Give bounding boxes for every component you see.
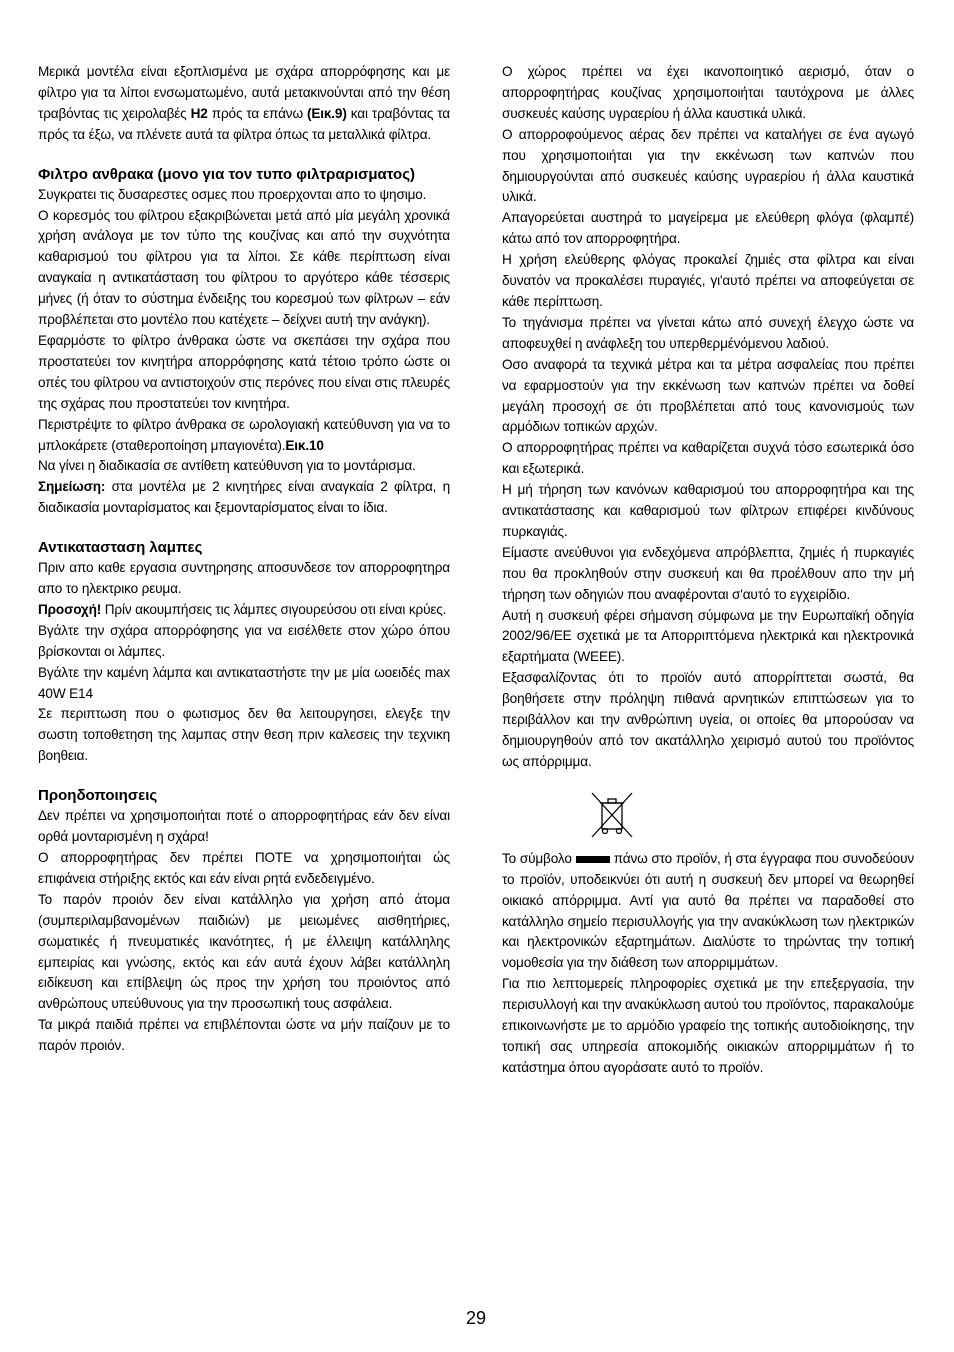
- intro-handle-ref: H2: [190, 105, 208, 121]
- right-p9: Είμαστε ανεύθυνοι για ενδεχόμενα απρόβλεπτα, ζημιές ή πυρκαγιές που θα προκληθούν στην συσκευή και θα προέλθουν απο την μή τήρηση των οδηγιών που αναφέρονται σ'αυτό το εγχειρίδιο.: [502, 544, 914, 602]
- lamps-caution: [38, 600, 450, 621]
- symbol-text: πάνω στο προϊόν, ή στα έγγραφα που συνοδεύουν το προϊόν, υποδεικνύει ότι αυτή η συσκευή δεν μπορεί να θεωρηθεί οικιακό απόρριμμα. Αντί για αυτό θα πρέπει να παραδοθεί στο κατάλληλο σημείο περισυλλογής για την ανακύκλωση των ηλεκτρικών και ηλεκτρονικών εξαρτημάτων. Διαλύστε το τηρώντας την τοπική νομοθεσία για την διάθεση των απορριμμάτων.: [502, 850, 915, 971]
- right-p11: Εξασφαλίζοντας ότι το προϊόν αυτό απορρίπτεται σωστά, θα βοηθήσετε στην πρόληψη πιθανά αρνητικών επιπτώσεων για το περιβάλλον και την ανθρώπινη υγεία, οι οποίες θα μπορούσαν να δημιουργηθούν από τον ακατάλληλο χειρισμό αυτού του προϊόντος ως απόρριμμα.: [502, 670, 914, 769]
- carbon-p1: Συγκρατει τις δυσαρεστες οσμες που προερχονται απο το ψησιμο.: [38, 186, 427, 202]
- lamps-p3: Βγάλτε την σχάρα απορρόφησης για να εισέλθετε στον χώρο όπου βρίσκονται οι λάμπες.: [38, 622, 450, 659]
- right-p3: Απαγορεύεται αυστηρά το μαγείρεμα με ελεύθερη φλόγα (φλαμπέ) κάτω από τον απορροφητήρα.: [502, 210, 914, 247]
- intro-text: Μερικά μοντέλα είναι εξοπλισμένα με σχάρα απορρόφησης και με φίλτρο για τα λίποι ενσωματωμένο, αυτά μετακινούνται από την θέση τραβόντας τις χειρολαβές: [38, 64, 450, 121]
- right-column: [502, 62, 914, 1079]
- carbon-figure-ref: Εικ.10: [285, 437, 324, 453]
- right-p8: Η μή τήρηση των κανόνων καθαρισμού του απορροφητήρα και της αντικατάστασης και καθαρισμού των φίλτρων επιφέρει κινδύνους πυρκαγιάς.: [502, 482, 914, 539]
- right-p4: Η χρήση ελεύθερης φλόγας προκαλεί ζημιές στα φίλτρα και είναι δυνατόν να προκαλέσει πυραγιές, γι'αυτό πρέπει να αποφεύγεται σε κάθε περίπτωση.: [502, 252, 914, 309]
- left-column: [38, 62, 450, 1057]
- intro-paragraph: [38, 62, 450, 146]
- warnings-p3: Το παρόν προιόν δεν είναι κατάλληλο για χρήση από άτομα (συμπεριλαμβανομένων παιδιών) με μειωμένες αισθητήριες, σωματικές ή πνευματικές ικανότητες, ή με έλλειψη κατάλληλης εμπειρίας και γνώσης, εκτός και εάν αυτά έχουν λάβει κατάλληλη ειδίκευση και επίβλεψη ώς προς την χρήση του προιόντος από ανθρώπους υπεύθυνους για την προσωπική τους ασφάλεια.: [38, 891, 450, 1012]
- right-p13: Για πιο λεπτομερείς πληροφορίες σχετικά με την επεξεργασία, την περισυλλογή και την ανακύκλωση αυτού του προϊόντος, παρακαλούμε επικοινωνήστε με το αρμόδιο γραφείο της τοπικής αυτοδιοίκησης, την τοπική σας υπηρεσία αποκομιδής οικιακών απορριμμάτων ή το κατάστημα όπου αγοράσατε αυτό το προϊόν.: [502, 976, 914, 1075]
- intro-figure-ref: (Εικ.9): [306, 105, 347, 121]
- right-p6: Οσο αναφορά τα τεχνικά μέτρα και τα μέτρα ασφαλείας που πρέπει να εφαρμοστούν για την εκκένωση των καπνών πρέπει να δοθεί μεγάλη προσοχή σε ότι προβλέπεται από τους κανονισμούς των αρμόδιων τοπικών αρχών.: [502, 356, 914, 435]
- note-label: Σημείωση:: [38, 479, 106, 495]
- right-p10: Αυτή η συσκευή φέρει σήμανση σύμφωνα με την Ευρωπαϊκή οδηγία 2002/96/ΕΕ σχετικά με τα Απορριπτόμενα ηλεκτρικά και ηλεκτρονικά εξαρτήματα (WEEE).: [502, 607, 914, 665]
- page-number: 29: [466, 1308, 487, 1328]
- intro-text-3: και τραβόντας τα πρός τα έξω, να πλένετε αυτά τα φίλτρα όπως τα μεταλλικά φίλτρα.: [38, 105, 450, 142]
- caution-text: Πρίν ακουμπήσεις τις λάμπες σιγουρεύσου οτι είναι κρύες.: [101, 601, 447, 617]
- lamps-p4: Βγάλτε την καμένη λάμπα και αντικαταστήστε την με μία ωοειδές max 40W E14: [38, 664, 450, 701]
- intro-text-2: πρός τα επάνω: [207, 105, 307, 121]
- warnings-heading: Προηδοποιησεις: [38, 787, 158, 805]
- right-p7: Ο απορροφητήρας πρέπει να καθαρίζεται συχνά τόσο εσωτερικά όσο και εξωτερικά.: [502, 440, 914, 477]
- carbon-p2: Ο κορεσμός του φίλτρου εξακριβώνεται μετά από μία μεγάλη χρονικά χρήση ανάλογα με τον τύπο της κουζίνας και από την συχνότητα καθαρισμού του φίλτρου για τα λίποι. Σε κάθε περίπτωση είναι αναγκαία η αντικατάσταση του φίλτρου το αργότερο κάθε τέσσερις μήνες (ή όταν το σύστημα ένδειξης του κορεσμού των φίλτρων – εάν προβλέπεται στο μοντέλο που κατέχετε – δείχνει αυτή την ανάγκη).: [38, 207, 450, 328]
- right-p5: Το τηγάνισμα πρέπει να γίνεται κάτω από συνεχή έλεγχο ώστε να αποφευχθεί η ανάφλεξη του υπερθερμένόμενου λαδιού.: [502, 314, 914, 351]
- carbon-filter-heading: Φιλτρο ανθρακα (μονο για τον τυπο φιλτραρισματος): [38, 165, 416, 183]
- lamps-heading: Αντικατασταση λαμπες: [38, 539, 203, 557]
- lamps-p5: Σε περιπτωση που ο φωτισμος δεν θα λειτουργησει, ελεγξε την σωστη τοποθετηση της λαμπας στην θεση πριν καλεσεις την τεχνικη βοηθεια.: [38, 706, 450, 764]
- lamps-p1: Πριν απο καθε εργασια συντηρησης αποσυνδεσε τον απορροφητηρα απο το ηλεκτρικο ρευμα.: [38, 560, 450, 597]
- black-bar-symbol: [576, 856, 610, 863]
- carbon-p3: Εφαρμόστε το φίλτρο άνθρακα ώστε να σκεπάσει την σχάρα που προστατεύει τον κινητήρα απορρόφησης κατά τέτοιο τρόπο ώστε οι οπές του φίλτρου να αντιστοιχούν στις περόνες που είναι στις πλευρές της σχάρας που προστατεύει τον κινητήρα.: [38, 332, 450, 411]
- carbon-p4-text: Περιστρέψτε το φίλτρο άνθρακα σε ωρολογιακή κατεύθυνση για να το μπλοκάρετε (σταθεροποίηση μπαγιονέτα).: [38, 416, 450, 453]
- note-text: στα μοντέλα με 2 κινητήρες είναι αναγκαία 2 φίλτρα, η διαδικασία μονταρίσματος και ξεμονταρίσματος είναι το ίδια.: [38, 479, 450, 516]
- warnings-p1: Δεν πρέπει να χρησιμοποιήται ποτέ ο απορροφητήρας εάν δεν είναι ορθά μονταρισμένη η σχάρα!: [38, 808, 450, 845]
- symbol-text-lead: Το σύμβολο: [502, 850, 572, 866]
- carbon-p4: [38, 415, 450, 457]
- warnings-p2: Ο απορροφητήρας δεν πρέπει ΠΟΤΕ να χρησιμοποιήται ώς επιφάνεια στήριξης εκτός και εάν είναι ρητά ενδεδειγμένο.: [38, 850, 450, 886]
- right-p1: Ο χώρος πρέπει να έχει ικανοποιητικό αερισμό, όταν ο απορροφητήρας κουζίνας χρησιμοποιήται ταυτόχρονα με άλλες συσκευές καύσης υγραερίου ή άλλα καυστικά υλικά.: [502, 64, 914, 121]
- right-p12: [502, 849, 914, 974]
- right-p2: Ο απορροφούμενος αέρας δεν πρέπει να καταλήγει σε ένα αγωγό που χρησιμοποιήται για την εκκένωση των καπνών που δημιουργούνται από συσκευές καύσης υγραερίου ή άλλα καυστικά υλικά.: [502, 126, 914, 205]
- caution-label: Προσοχή!: [38, 601, 102, 617]
- carbon-p5: Να γίνει η διαδικασία σε αντίθετη κατεύθυνση για το μοντάρισμα.: [38, 458, 416, 474]
- crossed-out-wheelie-bin-icon: [590, 791, 634, 839]
- carbon-note: [38, 477, 450, 519]
- warnings-p4: Τα μικρά παιδιά πρέπει να επιβλέπονται ώστε να μήν παίζουν με το παρόν προιόν.: [38, 1017, 450, 1054]
